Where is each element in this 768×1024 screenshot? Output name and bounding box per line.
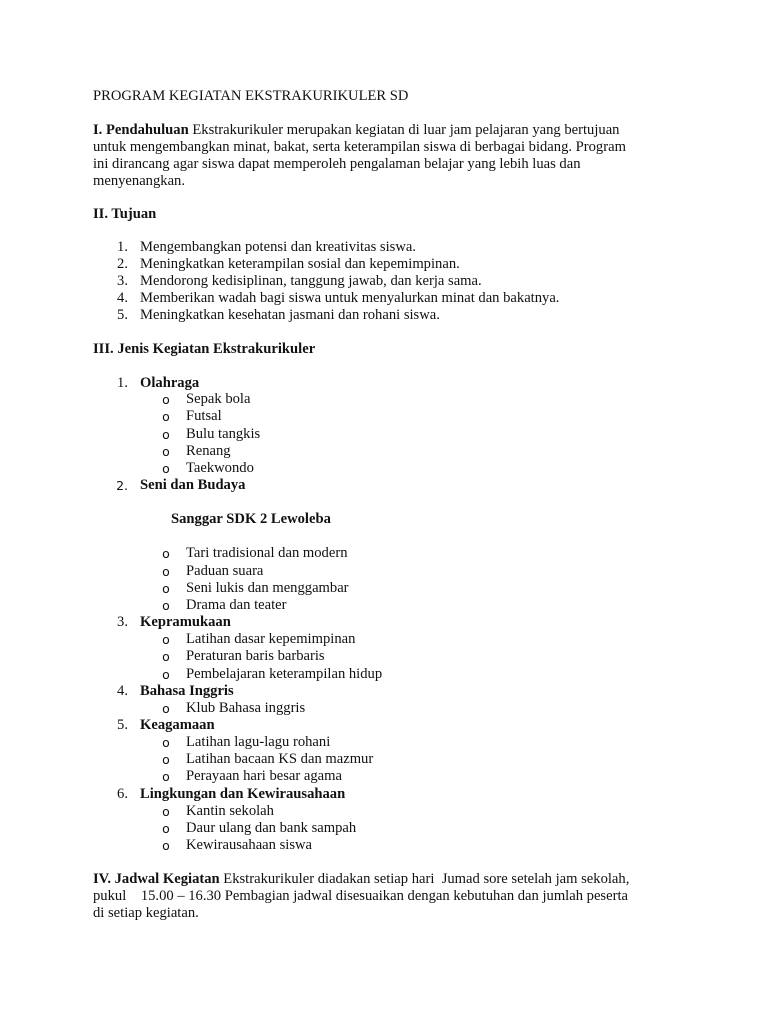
list-item-text: Bulu tangkis — [186, 426, 261, 442]
category-name: Kepramukaan — [140, 614, 231, 630]
goal-number: 4. — [117, 290, 128, 306]
bullet-marker: o — [162, 701, 170, 716]
bullet-marker: o — [162, 752, 170, 767]
list-item-text: Seni lukis dan menggambar — [186, 580, 349, 596]
list-item-text: Peraturan baris barbaris — [186, 648, 325, 664]
category-number: 2. — [116, 478, 128, 493]
intro-text-3: ini dirancang agar siswa dapat memperoleh pengalaman belajar yang lebih luas dan — [93, 156, 581, 172]
goals-heading: II. Tujuan — [93, 206, 157, 222]
category-number: 5. — [117, 717, 128, 733]
bullet-marker: o — [162, 581, 170, 596]
bullet-marker: o — [162, 838, 170, 853]
category-number: 3. — [117, 614, 128, 630]
category-number: 1. — [117, 375, 128, 391]
category-name: Keagamaan — [140, 717, 215, 733]
bullet-marker: o — [162, 392, 170, 407]
list-item-text: Klub Bahasa inggris — [186, 700, 306, 716]
intro-paragraph-line-1 — [93, 122, 619, 139]
bullet-marker: o — [162, 821, 170, 836]
intro-heading: I. Pendahuluan — [93, 122, 189, 138]
list-item-text: Taekwondo — [186, 460, 254, 476]
list-item-text: Drama dan teater — [186, 597, 287, 613]
category-name: Seni dan Budaya — [140, 477, 246, 493]
schedule-text-2: pukul 15.00 – 16.30 Pembagian jadwal disesuaikan dengan kebutuhan dan jumlah peserta — [93, 888, 628, 904]
goal-number: 3. — [117, 273, 128, 289]
list-item-text: Renang — [186, 443, 231, 459]
category-name: Bahasa Inggris — [140, 683, 234, 699]
bullet-marker: o — [162, 564, 170, 579]
bullet-marker: o — [162, 444, 170, 459]
list-item-text: Paduan suara — [186, 563, 264, 579]
category-number: 6. — [117, 786, 128, 802]
bullet-marker: o — [162, 667, 170, 682]
bullet-marker: o — [162, 769, 170, 784]
list-item-text: Sepak bola — [186, 391, 251, 407]
document-title: PROGRAM KEGIATAN EKSTRAKURIKULER SD — [93, 88, 409, 104]
list-item-text: Kantin sekolah — [186, 803, 274, 819]
schedule-text-3: di setiap kegiatan. — [93, 905, 199, 921]
activities-heading: III. Jenis Kegiatan Ekstrakurikuler — [93, 341, 316, 357]
category-name: Olahraga — [140, 375, 200, 391]
list-item-text: Pembelajaran keterampilan hidup — [186, 666, 383, 682]
goal-text: Mendorong kedisiplinan, tanggung jawab, dan kerja sama. — [140, 273, 482, 289]
bullet-marker: o — [162, 735, 170, 750]
bullet-marker: o — [162, 409, 170, 424]
schedule-heading: IV. Jadwal Kegiatan — [93, 871, 220, 887]
bullet-marker: o — [162, 649, 170, 664]
bullet-marker: o — [162, 461, 170, 476]
bullet-marker: o — [162, 427, 170, 442]
category-number: 4. — [117, 683, 128, 699]
list-item-text: Latihan bacaan KS dan mazmur — [186, 751, 374, 767]
list-item-text: Kewirausahaan siswa — [186, 837, 313, 853]
goal-text: Meningkatkan kesehatan jasmani dan rohani siswa. — [140, 307, 440, 323]
schedule-paragraph-line-1 — [93, 871, 629, 888]
list-item-text: Perayaan hari besar agama — [186, 768, 342, 784]
bullet-marker: o — [162, 804, 170, 819]
category-subheading: Sanggar SDK 2 Lewoleba — [171, 511, 331, 527]
intro-text-2: untuk mengembangkan minat, bakat, serta keterampilan siswa di berbagai bidang. Program — [93, 139, 626, 155]
goal-text: Mengembangkan potensi dan kreativitas siswa. — [140, 239, 416, 255]
goal-text: Memberikan wadah bagi siswa untuk menyalurkan minat dan bakatnya. — [140, 290, 560, 306]
schedule-text-1: Ekstrakurikuler diadakan setiap hari Jumad sore setelah jam sekolah, — [219, 871, 630, 887]
goal-number: 5. — [117, 307, 128, 323]
goal-number: 1. — [117, 239, 128, 255]
intro-text-1: Ekstrakurikuler merupakan kegiatan di luar jam pelajaran yang bertujuan — [188, 122, 620, 138]
list-item-text: Latihan dasar kepemimpinan — [186, 631, 356, 647]
list-item-text: Futsal — [186, 408, 222, 424]
list-item-text: Daur ulang dan bank sampah — [186, 820, 357, 836]
list-item-text: Latihan lagu-lagu rohani — [186, 734, 331, 750]
bullet-marker: o — [162, 546, 170, 561]
goal-text: Meningkatkan keterampilan sosial dan kepemimpinan. — [140, 256, 460, 272]
bullet-marker: o — [162, 598, 170, 613]
category-name: Lingkungan dan Kewirausahaan — [140, 786, 346, 802]
goal-number: 2. — [117, 256, 128, 272]
list-item-text: Tari tradisional dan modern — [186, 545, 348, 561]
bullet-marker: o — [162, 632, 170, 647]
intro-text-4: menyenangkan. — [93, 173, 185, 189]
